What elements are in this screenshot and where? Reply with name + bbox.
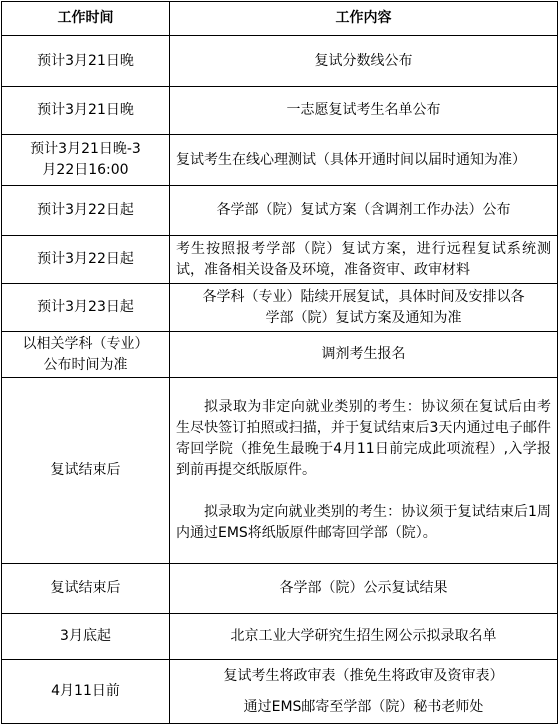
table-row	[2, 135, 558, 186]
cell-time: 3月底起	[2, 614, 170, 660]
table-row	[2, 284, 558, 332]
cell-content: 一志愿复试考生名单公布	[170, 87, 558, 135]
cell-time: 预计3月23日起	[2, 284, 170, 332]
cell-content: 各学部（院）复试方案（含调剂工作办法）公布	[170, 186, 558, 236]
cell-time: 预计3月21日晚	[2, 36, 170, 87]
cell-time: 4月11日前	[2, 660, 170, 724]
cell-content: 各学部（院）公示复试结果	[170, 564, 558, 614]
table-row	[2, 186, 558, 236]
cell-time: 复试结束后	[2, 378, 170, 564]
cell-content	[170, 660, 558, 724]
schedule-table	[1, 1, 558, 724]
cell-content: 北京工业大学研究生招生网公示拟录取名单	[170, 614, 558, 660]
cell-time: 预计3月21日晚	[2, 87, 170, 135]
content-paragraph: 拟录取为非定向就业类别的考生：协议须在复试后由考生尽快签订拍照或扫描，并于复试结束后3天内通过电子邮件寄回学院（推免生最晚于4月11日前完成此项流程）,入学报到前再提交纸版原件。	[176, 399, 551, 478]
table-row	[2, 660, 558, 724]
content-line: 通过EMS邮寄至学部（院）秘书老师处	[243, 698, 484, 715]
content-paragraph: 拟录取为定向就业类别的考生：协议须于复试结束后1周内通过EMS将纸版原件邮寄回学部（院）。	[176, 504, 551, 541]
header-content: 工作内容	[170, 2, 558, 36]
table-row	[2, 36, 558, 87]
table-row	[2, 236, 558, 284]
cell-time: 复试结束后	[2, 564, 170, 614]
table-row	[2, 564, 558, 614]
cell-time: 预计3月22日起	[2, 236, 170, 284]
cell-content	[170, 378, 558, 564]
table-header-row	[2, 2, 558, 36]
cell-content: 各学科（专业）陆续开展复试，具体时间及安排以各学部（院）复试方案及通知为准	[170, 284, 558, 332]
table-row	[2, 614, 558, 660]
content-line: 复试考生将政审表（推免生将政审及资审表）	[223, 667, 504, 684]
cell-time: 以相关学科（专业）公布时间为准	[2, 332, 170, 378]
cell-time: 预计3月22日起	[2, 186, 170, 236]
table-row	[2, 332, 558, 378]
table-row	[2, 87, 558, 135]
header-time: 工作时间	[2, 2, 170, 36]
table-row	[2, 378, 558, 564]
cell-content: 考生按照报考学部（院）复试方案，进行远程复试系统测试，准备相关设备及环境，准备资审、政审材料	[170, 236, 558, 284]
cell-content: 复试考生在线心理测试（具体开通时间以届时通知为准）	[170, 135, 558, 186]
cell-time: 预计3月21日晚-3月22日16:00	[2, 135, 170, 186]
cell-content: 复试分数线公布	[170, 36, 558, 87]
cell-content: 调剂考生报名	[170, 332, 558, 378]
